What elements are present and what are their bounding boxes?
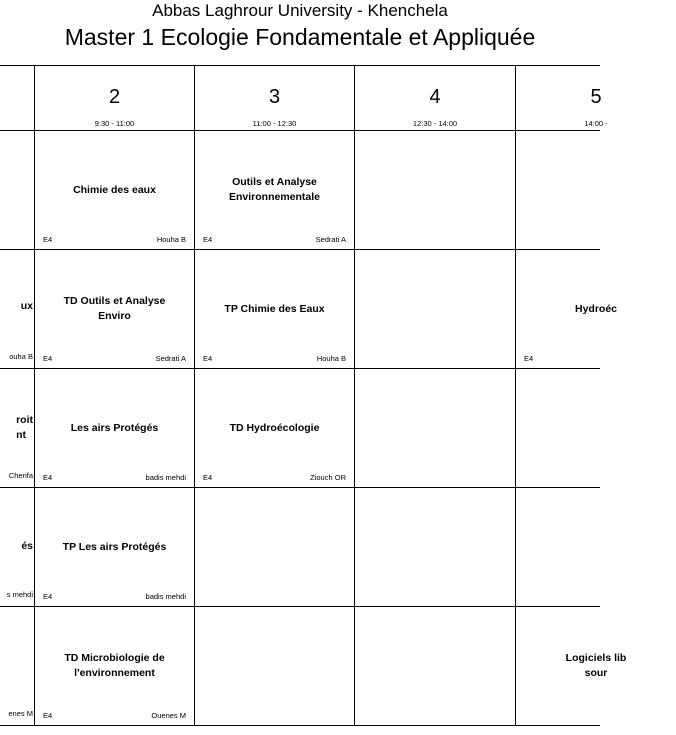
class-cell-partial bbox=[0, 369, 33, 487]
teacher-label: s mehdi bbox=[6, 590, 33, 599]
grid-line bbox=[0, 487, 600, 488]
teacher-label: badis mehdi bbox=[145, 592, 186, 601]
grid-line bbox=[0, 249, 600, 250]
subject-label: Chimie des eaux bbox=[73, 183, 156, 196]
subject-label: Hydroéc bbox=[574, 303, 617, 315]
room-label: E4 bbox=[203, 473, 213, 482]
room-label: E4 bbox=[43, 711, 53, 720]
teacher-label: ouha B bbox=[9, 352, 33, 361]
grid-line bbox=[0, 606, 600, 607]
teacher-label: Houha B bbox=[156, 235, 186, 244]
room-label: E4 bbox=[43, 592, 53, 601]
slot-header-partial bbox=[516, 65, 608, 130]
room-label: E4 bbox=[43, 235, 53, 244]
slot-time: 11:00 - 12:30 bbox=[252, 119, 297, 128]
class-cell-partial bbox=[516, 250, 617, 368]
teacher-label: badis mehdi bbox=[145, 473, 186, 482]
room-label: E4 bbox=[203, 354, 213, 363]
teacher-label: enes M bbox=[8, 709, 33, 718]
subject-label: roit nt bbox=[16, 414, 33, 441]
grid-line bbox=[0, 725, 600, 726]
teacher-label: Sedrati A bbox=[155, 354, 186, 363]
slot-number: 5 bbox=[590, 86, 602, 108]
subject-label: TD Outils et Analyse Enviro bbox=[63, 295, 166, 322]
subject-label: ux bbox=[20, 300, 33, 312]
room-label: E4 bbox=[203, 235, 213, 244]
subject-label: TP Chimie des Eaux bbox=[224, 302, 325, 315]
grid-line bbox=[0, 368, 600, 369]
class-cell-partial bbox=[0, 488, 33, 606]
slot-time: 12:30 - 14:00 bbox=[412, 119, 458, 128]
slot-time: 9:30 - 11:00 bbox=[94, 119, 135, 128]
room-label: E4 bbox=[43, 354, 53, 363]
grid-line bbox=[0, 130, 600, 131]
room-label: E4 bbox=[524, 354, 534, 363]
program-title: Master 1 Ecologie Fondamentale et Appliquée bbox=[64, 24, 536, 50]
room-label: E4 bbox=[43, 473, 53, 482]
class-cell-partial bbox=[516, 607, 627, 725]
subject-label: TD Hydroécologie bbox=[229, 421, 320, 434]
teacher-label: Houha B bbox=[316, 354, 346, 363]
class-cell-partial bbox=[0, 250, 33, 368]
university-name: Abbas Laghrour University - Khenchela bbox=[152, 1, 448, 20]
grid-line bbox=[34, 65, 35, 726]
grid-line bbox=[0, 65, 600, 66]
teacher-label: Cherifa bbox=[8, 471, 33, 480]
teacher-label: Ziouch OR bbox=[310, 473, 346, 482]
teacher-label: Ouenes M bbox=[151, 711, 186, 720]
class-cell-partial bbox=[0, 607, 33, 725]
slot-number: 3 bbox=[268, 86, 281, 108]
subject-label: és bbox=[21, 540, 33, 552]
subject-label: Logiciels lib sour bbox=[565, 652, 627, 679]
grid-line bbox=[194, 65, 195, 726]
subject-label: Les airs Protégés bbox=[70, 421, 159, 434]
slot-time: 14:00 - bbox=[584, 119, 608, 128]
slot-number: 4 bbox=[429, 86, 441, 108]
subject-label: Outils et Analyse Environnementale bbox=[228, 176, 321, 203]
teacher-label: Sedrati A bbox=[315, 235, 346, 244]
subject-label: TP Les airs Protégés bbox=[62, 540, 167, 553]
slot-number: 2 bbox=[108, 86, 121, 108]
grid-line bbox=[354, 65, 355, 726]
subject-label: TD Microbiologie de l'environnement bbox=[64, 652, 165, 679]
